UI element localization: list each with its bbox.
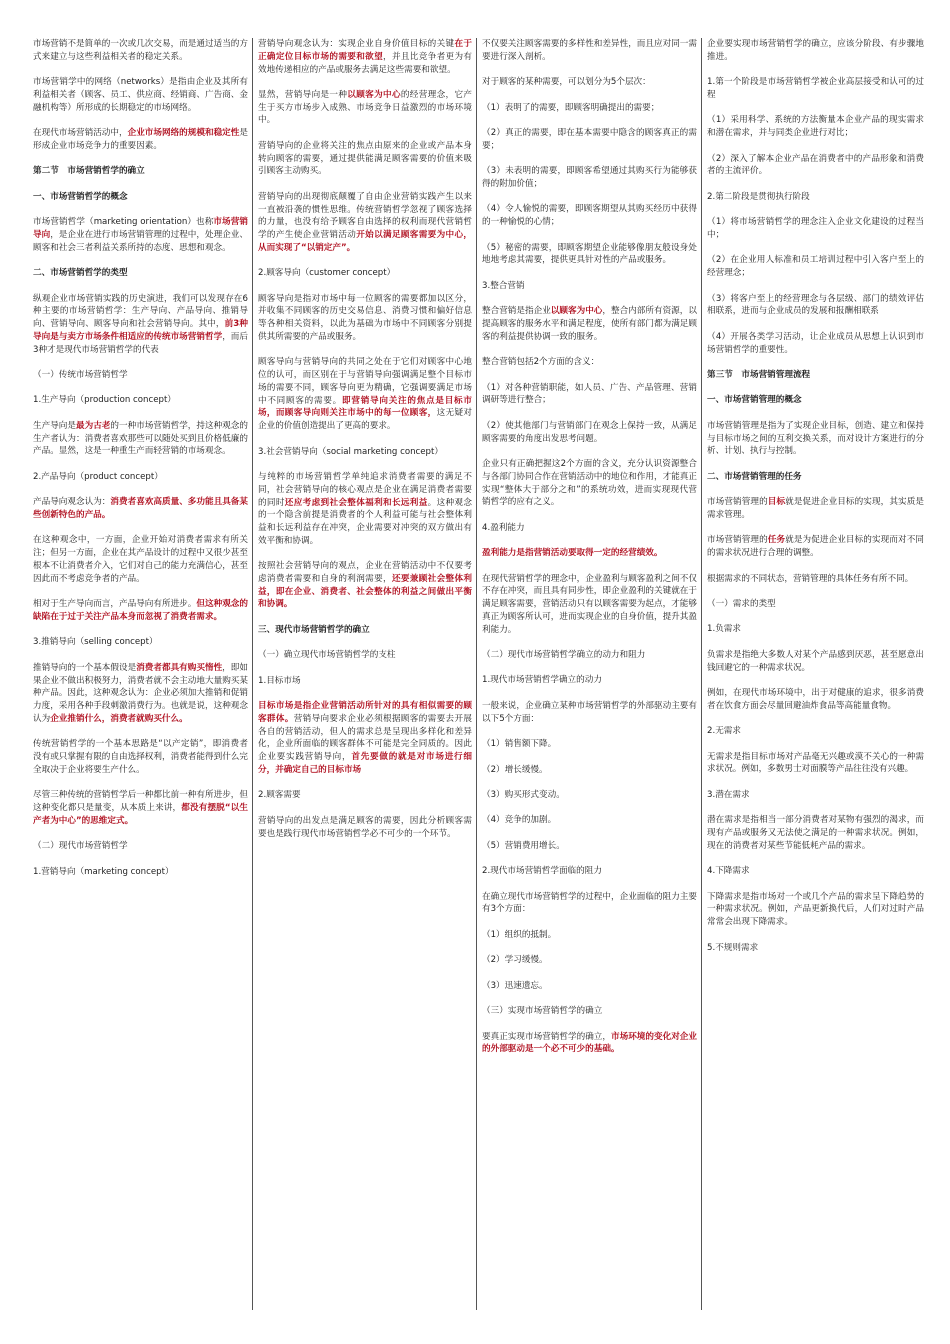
- text-run: 生产导向是: [33, 420, 76, 431]
- paragraph: [707, 394, 924, 407]
- paragraph: [707, 331, 924, 357]
- text-run: 1.第一个阶段是市场营销哲学被企业高层接受和认可的过程: [707, 77, 924, 100]
- highlighted-text: 企业推销什么，消费者就购买什么。: [50, 713, 188, 724]
- paragraph: [707, 598, 924, 611]
- highlighted-text: 首先要做的就是对市场进行细分，并确定自己的目标市场: [258, 752, 472, 775]
- paragraph: [33, 662, 248, 726]
- highlighted-text: 在于正确定位目标市场的需要和欲望: [258, 39, 472, 62]
- paragraph: [482, 38, 697, 64]
- paragraph: [33, 471, 248, 484]
- text-run: 下降需求是指市场对一个或几个产品的需求呈下降趋势的一种需求状况。例如，产品更新换代后，人们对过时产品常常会出现下降需求。: [707, 891, 924, 928]
- section-heading: 二、市场营销哲学的类型: [33, 268, 128, 279]
- text-run: （1）表明了的需要，即顾客明确提出的需要；: [482, 102, 660, 113]
- paragraph: [707, 865, 924, 878]
- highlighted-text: 企业市场网络的规模和稳定性: [127, 128, 240, 139]
- paragraph: [33, 420, 248, 458]
- column-3: [476, 38, 701, 1310]
- paragraph: [482, 305, 697, 343]
- text-run: 的一种市场营销哲学，持这种观念的生产者认为：消费者喜欢那些可以随处买到且价格低廉的产品。显然，这是一种重生产而轻营销的市场观念。: [33, 420, 248, 457]
- text-run: （3）购买形式变动。: [482, 789, 565, 800]
- paragraph: [707, 789, 924, 802]
- section-heading: 二、市场营销管理的任务: [707, 471, 802, 482]
- text-run: 整合营销是指企业: [482, 306, 551, 317]
- text-run: 顾客导向与营销导向的共同之处在于它们对顾客中心地位的认可，而区别在于与营销导向强调满足整个目标市场的需要不同，顾客导向更为精确，它强调要满足市场中不同顾客的需要。: [258, 357, 472, 406]
- paragraph: [258, 560, 472, 611]
- paragraph: [707, 420, 924, 458]
- text-run: （1）将市场营销哲学的理念注入企业文化建设的过程当中；: [707, 217, 924, 240]
- paragraph: [258, 293, 472, 344]
- text-run: （3）未表明的需要，即顾客希望通过其购买行为能够获得的附加价值；: [482, 166, 697, 189]
- text-run: 营销导向观念认为：实现企业自身价值目标的关键: [258, 39, 455, 49]
- text-run: 2.无需求: [707, 726, 741, 737]
- paragraph: [33, 496, 248, 522]
- text-run: （一）确立现代市场营销哲学的支柱: [258, 650, 396, 661]
- text-run: 2.第二阶段是贯彻执行阶段: [707, 191, 810, 202]
- paragraph: [33, 216, 248, 254]
- paragraph: [258, 446, 472, 459]
- text-run: 推销导向的一个基本假设是: [33, 662, 137, 673]
- highlighted-text: 还要兼顾社会整体利益，即在企业、消费者、社会整体的利益之间做出平衡和协调。: [258, 573, 472, 610]
- paragraph: [258, 38, 472, 76]
- text-run: （三）实现市场营销哲学的确立: [482, 1006, 603, 1017]
- text-run: 3.整合营销: [482, 280, 525, 291]
- text-run: 市场营销哲学（marketing orientation）也称: [33, 217, 214, 228]
- paragraph: [482, 573, 697, 637]
- text-run: 市场营销不是简单的一次或几次交易，而是通过适当的方式来建立与这些利益相关者的稳定关系。: [33, 39, 248, 62]
- highlighted-text: 最为古老: [76, 420, 111, 431]
- text-run: 市场营销管理的: [707, 497, 768, 508]
- paragraph: [258, 815, 472, 841]
- text-run: 3.社会营销导向（social marketing concept）: [258, 446, 443, 457]
- text-run: 在现代市场营销活动中，: [33, 128, 128, 139]
- paragraph: [482, 649, 697, 662]
- text-run: （2）真正的需要，即在基本需要中隐含的顾客真正的需要；: [482, 128, 697, 151]
- paragraph: [482, 522, 697, 535]
- paragraph: [482, 382, 697, 408]
- highlighted-text: 市场营销导向: [33, 217, 248, 240]
- text-run: 一般来说，企业确立某种市场营销哲学的外部驱动主要有以下5个方面：: [482, 700, 697, 724]
- paragraph: [707, 751, 924, 777]
- text-run: 相对于生产导向而言，产品导向有所进步。: [33, 599, 197, 610]
- paragraph: [707, 942, 924, 955]
- text-run: 4.下降需求: [707, 866, 750, 877]
- section-heading: 一、市场营销哲学的概念: [33, 191, 128, 202]
- paragraph: [707, 573, 924, 586]
- paragraph: [33, 789, 248, 827]
- highlighted-text: 即营销导向关注的焦点是目标市场，而顾客导向则关注市场中的每一位顾客，: [258, 395, 472, 419]
- paragraph: [482, 865, 697, 878]
- paragraph: [33, 165, 248, 178]
- text-run: 1.现代市场营销哲学确立的动力: [482, 675, 602, 686]
- highlighted-text: 但这种观念的缺陷在于过于关注产品本身而忽视了消费者需求。: [33, 599, 248, 622]
- text-run: 这无疑对企业的价值创造提出了更高的要求。: [258, 408, 472, 432]
- text-run: 就是促进企业目标的实现，其实质是需求管理。: [707, 497, 924, 520]
- paragraph: [482, 929, 697, 942]
- text-run: （1）组织的抵制。: [482, 929, 557, 940]
- text-run: 1.生产导向（production concept）: [33, 395, 176, 406]
- text-run: 营销导向的企业将关注的焦点由原来的企业或产品本身转向顾客的需要，通过提供能满足顾客需要的价值来吸引顾客主动购买。: [258, 140, 472, 177]
- paragraph: [258, 700, 472, 777]
- text-run: 2.产品导向（product concept）: [33, 471, 163, 482]
- paragraph: [707, 114, 924, 140]
- paragraph: [707, 38, 924, 64]
- highlighted-text: 目标市场是指企业营销活动所针对的具有相似需要的顾客群体。: [258, 701, 472, 724]
- text-run: 负需求是指绝大多数人对某个产品感到厌恶，甚至愿意出钱回避它的一种需求状况。: [707, 649, 924, 673]
- text-run: （1）销售额下降。: [482, 739, 557, 750]
- text-run: 营销导向的出发点是满足顾客的需要，因此分析顾客需要也是践行现代市场营销哲学必不可少的一个环节。: [258, 815, 472, 839]
- text-run: 企业只有正确把握这2个方面的含义，充分认识资源整合与各部门协同合作在营销活动中的地位和作用，才能真正实现“整体大于部分之和”的系统功效，进而实现现代营销哲学的应有之义。: [482, 459, 697, 508]
- text-run: 2.顾客导向（customer concept）: [258, 268, 396, 279]
- paragraph: [258, 675, 472, 688]
- paragraph: [258, 89, 472, 127]
- text-run: （2）深入了解本企业产品在消费者中的产品形象和消费者的主流评价。: [707, 153, 924, 177]
- paragraph: [482, 127, 697, 153]
- paragraph: [482, 980, 697, 993]
- column-1: [28, 38, 252, 1310]
- paragraph: [258, 267, 472, 280]
- section-heading: 三、现代市场营销哲学的确立: [258, 624, 370, 635]
- text-run: 对于顾客的某种需要，可以划分为5个层次：: [482, 77, 651, 88]
- paragraph: [33, 38, 248, 64]
- paragraph: [707, 623, 924, 636]
- highlighted-text: 以顾客为中心: [347, 89, 401, 100]
- highlighted-text: 开始以满足顾客需要为中心，从而实现了“以销定产”。: [258, 230, 472, 253]
- text-run: 整合营销包括2个方面的含义：: [482, 357, 600, 368]
- paragraph: [482, 789, 697, 802]
- text-run: ，是企业在进行市场营销管理的过程中，处理企业、顾客和社会三者利益关系所持的态度、思想和观念。: [33, 229, 248, 253]
- paragraph: [482, 102, 697, 115]
- text-run: （一）传统市场营销哲学: [33, 370, 128, 380]
- section-heading: 第三节 市场营销管理流程: [707, 369, 811, 380]
- paragraph: [707, 891, 924, 929]
- paragraph: [482, 954, 697, 967]
- paragraph: [33, 598, 248, 624]
- text-run: ，而后3种才是现代市场营销哲学的代表: [33, 331, 248, 355]
- text-run: 例如，在现代市场环境中，出于对健康的追求，很多消费者在饮食方面会尽量回避油炸食品等高能量食物。: [707, 688, 924, 711]
- paragraph: [33, 394, 248, 407]
- text-run: 尽管三种传统的营销哲学后一种都比前一种有所进步，但这种变化都只是量变，从本质上来讲，: [33, 790, 248, 813]
- text-run: 2.顾客需要: [258, 790, 301, 801]
- paragraph: [482, 674, 697, 687]
- text-run: （4）竞争的加剧。: [482, 815, 557, 826]
- section-heading: 一、市场营销管理的概念: [707, 395, 802, 406]
- highlighted-text: 任务: [767, 535, 786, 546]
- paragraph: [33, 738, 248, 776]
- text-run: ，即如果企业不做出积极努力，消费者就不会主动地大量购买某种产品。因此，这种观念认为：企业必须加大推销和促销力度，采用各种手段刺激消费行为。也就是说，这种观念认为: [33, 662, 248, 724]
- text-run: 市场营销管理是指为了实现企业目标，创造、建立和保持与目标市场之间的互利交换关系，而对设计方案进行的分析、计划、执行与控制。: [707, 420, 924, 457]
- text-run: 1.负需求: [707, 624, 741, 635]
- highlighted-text: 以顾客为中心: [550, 306, 603, 317]
- paragraph: [707, 191, 924, 204]
- paragraph: [482, 700, 697, 726]
- text-run: 顾客导向是指对市场中每一位顾客的需要都加以区分，并收集不同顾客的历史交易信息、消费习惯和偏好信息等各种相关资料，以此为基础为市场中不同顾客分别提供其所需要的产品或服务。: [258, 293, 472, 342]
- text-run: 营销导向的出现彻底颠覆了自由企业营销实践产生以来一直被沿袭的惯性思维。传统营销哲学忽视了顾客选择的力量，也没有给予顾客自由选择的权利而现代营销哲学的产生使企业营销活动: [258, 191, 472, 241]
- paragraph: [707, 216, 924, 242]
- text-run: 市场营销学中的网络（networks）是指由企业及其所有利益相关者（顾客、员工、供应商、经销商、广告商、金融机构等）所形成的长期稳定的市场网络。: [33, 77, 248, 113]
- text-run: （4）令人愉悦的需要，即顾客期望从其购买经历中获得的一种愉悦的心情；: [482, 204, 697, 228]
- text-run: 要真正实现市场营销哲学的确立，: [482, 1031, 611, 1042]
- paragraph: [482, 280, 697, 293]
- text-run: （2）使其他部门与营销部门在观念上保持一致，从满足顾客需要的角度出发思考问题。: [482, 420, 697, 444]
- text-run: 3.潜在需求: [707, 789, 750, 800]
- paragraph: [707, 254, 924, 280]
- highlighted-text: 都没有摆脱“以生产者为中心”的思维定式。: [33, 802, 248, 826]
- document-page: [28, 38, 928, 1310]
- text-run: （2）学习缓慢。: [482, 955, 548, 966]
- paragraph: [33, 866, 248, 879]
- paragraph: [707, 814, 924, 852]
- paragraph: [482, 814, 697, 827]
- text-run: 纵观企业市场营销实践的历史演进，我们可以发现存在6种主要的市场营销哲学：生产导向、产品导向、推销导向、营销导向、顾客导向和社会营销导向。其中，: [33, 293, 248, 330]
- text-run: （二）现代市场营销哲学确立的动力和阻力: [482, 650, 646, 660]
- highlighted-text: 市场环境的变化对企业的外部驱动是一个必不可少的基础。: [482, 1031, 697, 1055]
- paragraph: [707, 496, 924, 522]
- paragraph: [482, 458, 697, 509]
- paragraph: [707, 293, 924, 319]
- text-run: 传统营销哲学的一个基本思路是“以产定销”，即消费者没有或只掌握有限的自由选择权利，消费者能得到什么完全取决于企业将要生产什么。: [33, 739, 248, 775]
- highlighted-text: 目标: [767, 497, 786, 508]
- paragraph: [707, 471, 924, 484]
- paragraph: [33, 76, 248, 114]
- paragraph: [707, 687, 924, 713]
- paragraph: [33, 369, 248, 382]
- paragraph: [707, 369, 924, 382]
- text-run: 5.不规则需求: [707, 942, 759, 953]
- paragraph: [258, 624, 472, 637]
- paragraph: [482, 1031, 697, 1057]
- paragraph: [482, 738, 697, 751]
- paragraph: [33, 127, 248, 153]
- paragraph: [482, 165, 697, 191]
- paragraph: [258, 649, 472, 662]
- text-run: （一）需求的类型: [707, 599, 776, 609]
- text-run: （二）现代市场营销哲学: [33, 841, 128, 852]
- paragraph: [707, 153, 924, 179]
- text-run: ，并且比竞争者更为有效地传递相应的产品或服务去满足这些需要和欲望。: [258, 51, 472, 75]
- highlighted-text: 盈利能力是指营销活动要取得一定的经营绩效。: [482, 548, 663, 559]
- paragraph: [482, 420, 697, 446]
- paragraph: [258, 191, 472, 255]
- text-run: 无需求是指目标市场对产品毫无兴趣或漠不关心的一种需求状况。例如，多数男士对面膜等产品往往没有兴趣。: [707, 751, 924, 775]
- text-run: （3）迅速遗忘。: [482, 980, 548, 991]
- text-run: （5）营销费用增长。: [482, 840, 565, 851]
- paragraph: [707, 534, 924, 560]
- text-run: （2）在企业用人标准和员工培训过程中引入客户至上的经营理念；: [707, 255, 924, 279]
- text-run: 不仅要关注顾客需要的多样性和差异性，而且应对同一需要进行深入剖析。: [482, 39, 697, 62]
- text-run: 在现代营销哲学的理念中，企业盈利与顾客盈利之间不仅不存在冲突，而且具有同步性，即企业盈利的关键就在于满足顾客需要，营销活动只有以顾客需要为起点，才能够真正为顾客所认可，进而实现企业的自身价值，提升其盈利能力。: [482, 573, 697, 635]
- highlighted-text: 还应考虑到社会整体福利和长远利益: [284, 497, 428, 508]
- paragraph: [33, 534, 248, 585]
- text-run: 在这种观念中，一方面，企业开始对消费者需求有所关注；但另一方面，企业在其产品设计的过程中又很少甚至根本不让消费者介入，它们对自己的能力充满信心，甚至因此而不考虑竞争者的产品。: [33, 535, 248, 584]
- paragraph: [482, 891, 697, 917]
- paragraph: [33, 191, 248, 204]
- text-run: （4）开展各类学习活动，让企业成员从思想上认识到市场营销哲学的重要性。: [707, 331, 924, 355]
- text-run: 在确立现代市场营销哲学的过程中，企业面临的阻力主要有3个方面：: [482, 891, 697, 915]
- section-heading: 第二节 市场营销哲学的确立: [33, 166, 145, 177]
- paragraph: [258, 356, 472, 433]
- highlighted-text: 消费者喜欢高质量、多功能且具备某些创新特色的产品。: [33, 497, 248, 520]
- text-run: 。这种观念的一个隐含前提是消费者的个人利益可能与社会整体利益和长远利益存在冲突，企业需要对冲突的双方做出有效平衡和协调。: [258, 497, 472, 546]
- paragraph: [482, 76, 697, 89]
- text-run: 潜在需求是指相当一部分消费者对某物有强烈的渴求，而现有产品或服务又无法使之满足的一种需求状况。例如，现在的消费者对某些节能低耗产品的需求。: [707, 815, 924, 851]
- paragraph: [258, 789, 472, 802]
- text-run: 与纯粹的市场营销哲学单纯追求消费者需要的满足不同，社会营销导向的核心观点是企业在满足消费者需要的同时: [258, 472, 472, 508]
- text-run: 是形成企业市场竞争力的重要因素。: [33, 128, 248, 151]
- text-run: 企业要实现市场营销哲学的确立，应该分阶段、有步骤地推进。: [707, 39, 924, 62]
- text-run: 按照社会营销导向的观点，企业在营销活动中不仅要考虑消费者需要和自身的利润需要，: [258, 561, 472, 584]
- text-run: 2.现代市场营销哲学面临的阻力: [482, 866, 602, 877]
- paragraph: [482, 242, 697, 268]
- paragraph: [482, 547, 697, 560]
- text-run: 3.推销导向（selling concept）: [33, 637, 158, 648]
- text-run: ，整合内部所有资源，以提高顾客的服务水平和满足程度，使所有部门都为满足顾客的利益提供协调一致的服务。: [482, 306, 697, 342]
- text-run: （5）秘密的需要，即顾客期望企业能够像朋友般设身处地地考虑其需要，提供更具针对性的产品或服务。: [482, 242, 697, 266]
- text-run: 的经营理念，它产生于买方市场步入成熟、市场竞争日益激烈的市场环境中。: [258, 89, 472, 126]
- paragraph: [482, 840, 697, 853]
- text-run: （1）采用科学、系统的方法衡量本企业产品的现实需求和潜在需求，并与同类企业进行对比；: [707, 115, 924, 139]
- text-run: 4.盈利能力: [482, 522, 525, 533]
- paragraph: [707, 649, 924, 675]
- text-run: 显然，营销导向是一种: [258, 89, 348, 100]
- paragraph: [33, 293, 248, 357]
- paragraph: [33, 636, 248, 649]
- paragraph: [482, 203, 697, 229]
- paragraph: [33, 840, 248, 853]
- text-run: 市场营销管理的: [707, 535, 768, 546]
- text-run: 就是为促进企业目标的实现而对不同的需求状况进行合理的调整。: [707, 535, 924, 559]
- text-run: 根据需求的不同状态，营销管理的具体任务有所不同。: [707, 573, 914, 584]
- paragraph: [258, 471, 472, 548]
- text-run: 产品导向观念认为：: [33, 497, 111, 508]
- text-run: 1.营销导向（marketing concept）: [33, 866, 174, 877]
- paragraph: [258, 140, 472, 178]
- text-run: （2）增长缓慢。: [482, 764, 548, 775]
- paragraph: [707, 76, 924, 102]
- paragraph: [482, 764, 697, 777]
- text-run: （3）将客户至上的经营理念与各层级、部门的绩效评估相联系，进而与企业成员的发展和报酬相联系: [707, 293, 924, 317]
- paragraph: [482, 356, 697, 369]
- paragraph: [707, 725, 924, 738]
- text-run: （1）对各种营销职能，如人员、广告、产品管理、营销调研等进行整合；: [482, 382, 697, 406]
- text-run: 1.目标市场: [258, 675, 301, 686]
- column-4: [701, 38, 928, 1310]
- text-run: 营销导向要求企业必须根据顾客的需要去开展各自的营销活动，但人的需求总是呈现出多样化和差异化，企业所面临的顾客群体不可能是完全同质的。因此企业要实践营销导向，: [258, 713, 472, 763]
- highlighted-text: 前3种导向是与卖方市场条件相适应的传统市场营销哲学: [33, 319, 248, 342]
- highlighted-text: 消费者都具有购买惰性: [136, 662, 223, 673]
- paragraph: [482, 1005, 697, 1018]
- paragraph: [33, 267, 248, 280]
- column-2: [252, 38, 476, 1310]
